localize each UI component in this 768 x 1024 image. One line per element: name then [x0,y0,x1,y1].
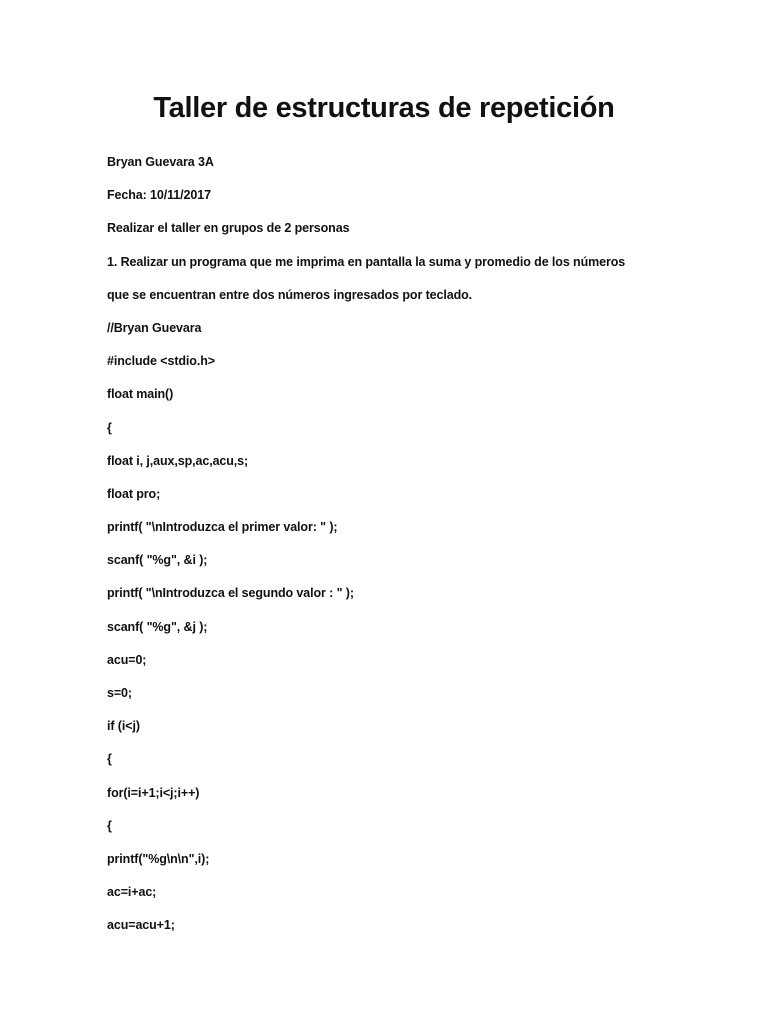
code-line: printf( "\nIntroduzca el segundo valor : " ); [107,586,354,601]
text-line: Fecha: 10/11/2017 [107,188,211,203]
code-line: float i, j,aux,sp,ac,acu,s; [107,453,249,468]
code-line: #include <stdio.h> [107,354,215,369]
code-line: s=0; [107,686,132,700]
document-body [107,146,727,943]
text-line: que se encuentran entre dos números ingresados por teclado. [107,287,473,302]
code-line: float pro; [107,486,161,501]
code-line: acu=0; [107,652,147,667]
code-line: printf( "\nIntroduzca el primer valor: " ); [107,520,338,535]
code-line: ac=i+ac; [107,885,157,900]
code-line: scanf( "%g", &j ); [107,619,208,634]
code-line: { [107,752,112,767]
code-line: { [107,818,112,833]
code-line: //Bryan Guevara [107,320,202,335]
code-line: for(i=i+1;i<j;i++) [107,785,200,800]
code-line: float main() [107,387,174,402]
code-line: if (i<j) [107,719,140,734]
text-line: Bryan Guevara 3A [107,155,214,169]
text-line: 1. Realizar un programa que me imprima en pantalla la suma y promedio de los números [107,254,626,269]
text-line: Realizar el taller en grupos de 2 personas [107,221,350,236]
code-line: acu=acu+1; [107,918,175,933]
code-line: scanf( "%g", &i ); [107,553,208,568]
document-title: Taller de estructuras de repetición [153,92,615,124]
code-line: printf("%g\n\n",i); [107,851,210,866]
code-line: { [107,420,112,435]
